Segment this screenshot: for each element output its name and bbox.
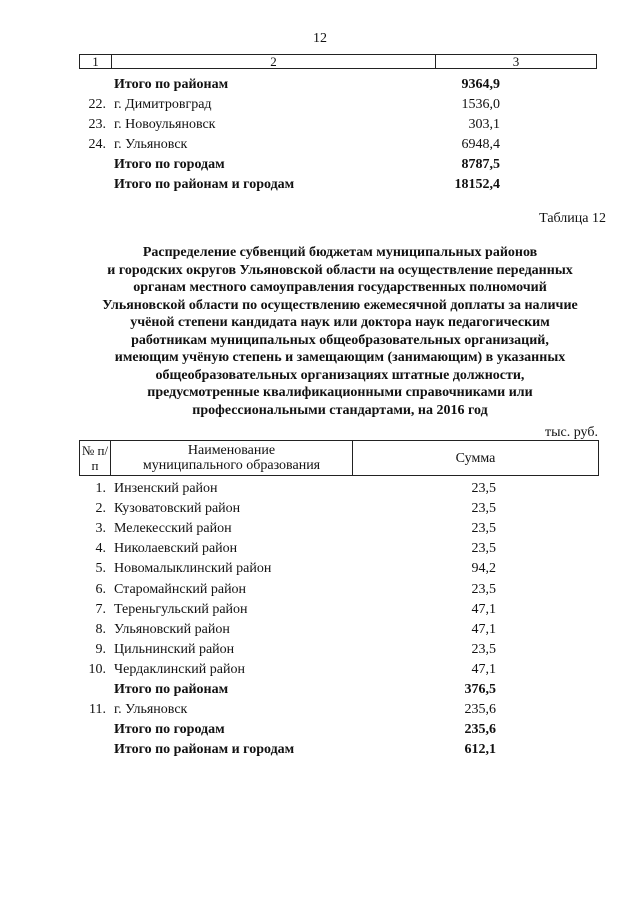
row-name: Итого по районам — [114, 682, 229, 697]
prev-table-header — [79, 54, 597, 69]
row-value: 235,6 — [464, 702, 496, 718]
row-number: 11. — [89, 702, 106, 718]
main-table-header — [79, 440, 599, 476]
row-value: 6948,4 — [461, 137, 500, 152]
row-name: Николаевский район — [114, 541, 238, 557]
row-name: Итого по районам и городам — [114, 742, 295, 758]
row-value: 612,1 — [464, 742, 496, 758]
row-name: г. Новоульяновск — [114, 117, 216, 132]
title-line: общеобразовательных организациях штатные должности, — [155, 367, 525, 383]
row-number: 1. — [95, 481, 106, 496]
row-value: 1536,0 — [461, 97, 500, 112]
row-name: г. Ульяновск — [114, 702, 188, 718]
table-row — [0, 702, 640, 722]
row-value: 23,5 — [471, 501, 496, 517]
header-num: № п/п — [81, 443, 109, 473]
row-value: 47,1 — [471, 601, 496, 617]
table-row — [0, 561, 640, 581]
row-number: 10. — [88, 661, 106, 677]
row-value: 303,1 — [468, 117, 500, 132]
row-name: Итого по районам — [114, 77, 229, 92]
row-name: Старомайнский район — [114, 581, 247, 597]
table-row — [0, 137, 640, 157]
title-line: работникам муниципальных общеобразовательных организаций, — [131, 332, 549, 348]
row-name: Итого по районам и городам — [114, 177, 295, 192]
row-value: 9364,9 — [461, 77, 500, 92]
table-row — [0, 521, 640, 541]
row-number: 22. — [88, 97, 106, 112]
row-number: 9. — [95, 641, 106, 657]
row-number: 7. — [95, 601, 106, 617]
table-row — [0, 501, 640, 521]
table-row — [0, 602, 640, 622]
table-row — [0, 742, 640, 762]
row-value: 18152,4 — [454, 177, 500, 192]
row-value: 23,5 — [471, 581, 496, 597]
title-line: учёной степени кандидата наук или доктора наук педагогическим — [130, 315, 550, 330]
row-value: 376,5 — [464, 682, 496, 697]
row-number: 4. — [95, 541, 106, 557]
row-name: г. Димитровград — [114, 97, 212, 112]
table-label: Таблица 12 — [539, 211, 606, 226]
row-name: г. Ульяновск — [114, 137, 188, 152]
table-row — [0, 642, 640, 662]
row-number: 8. — [95, 621, 106, 637]
header-sum: Сумма — [455, 451, 496, 466]
row-number: 3. — [95, 521, 106, 537]
row-name: Тереньгульский район — [114, 601, 248, 617]
title-line: и городских округов Ульяновской области на осуществление переданных — [107, 262, 573, 278]
table-title — [80, 244, 600, 419]
table-row — [0, 541, 640, 561]
title-line: профессиональными стандартами, на 2016 год — [192, 402, 488, 418]
table-row — [0, 117, 640, 137]
row-number: 5. — [95, 561, 106, 577]
row-value: 23,5 — [471, 541, 496, 557]
row-name: Цильнинский район — [114, 641, 235, 657]
table-row — [0, 157, 640, 177]
table-row — [0, 622, 640, 642]
row-value: 23,5 — [471, 481, 496, 496]
table-row — [0, 77, 640, 97]
row-number: 6. — [95, 581, 106, 597]
row-number: 24. — [88, 137, 106, 152]
row-name: Мелекесский район — [114, 521, 232, 537]
table-row — [0, 582, 640, 602]
row-value: 23,5 — [471, 641, 496, 657]
header-name-line-2: муниципального образования — [142, 458, 321, 473]
row-name: Итого по городам — [114, 157, 225, 172]
title-line: предусмотренные квалификационными справочниками или — [147, 385, 533, 400]
row-name: Инзенский район — [114, 481, 218, 496]
row-value: 47,1 — [471, 661, 496, 677]
header-name — [111, 443, 352, 473]
table-row — [0, 722, 640, 742]
page-number: 12 — [313, 31, 327, 46]
header-name-line-1: Наименование — [187, 443, 276, 458]
row-value: 235,6 — [464, 722, 496, 738]
row-value: 47,1 — [471, 621, 496, 637]
table-row — [0, 177, 640, 197]
row-number: 2. — [95, 501, 106, 517]
prev-header-col-1: 1 — [92, 54, 99, 69]
row-value: 23,5 — [471, 521, 496, 537]
table-row — [0, 682, 640, 702]
row-value: 94,2 — [471, 561, 496, 577]
row-number: 23. — [88, 117, 106, 132]
row-name: Новомалыклинский район — [114, 561, 272, 577]
row-name: Итого по городам — [114, 722, 225, 738]
prev-header-col-3: 3 — [512, 54, 520, 69]
table-row — [0, 662, 640, 682]
row-name: Кузоватовский район — [114, 501, 241, 517]
row-name: Ульяновский район — [114, 621, 230, 637]
title-line: Ульяновской области по осуществлению ежемесячной доплаты за наличие — [102, 297, 578, 313]
table-row — [0, 481, 640, 501]
row-value: 8787,5 — [461, 157, 500, 172]
row-name: Чердаклинский район — [114, 661, 245, 677]
title-line: Распределение субвенций бюджетам муниципальных районов — [142, 245, 538, 260]
title-line: имеющим учёную степень и замещающим (занимающим) в указанных — [114, 350, 566, 365]
table-row — [0, 97, 640, 117]
title-line: органам местного самоуправления государственных полномочий — [133, 280, 547, 295]
units-label: тыс. руб. — [545, 425, 598, 440]
prev-header-col-2: 2 — [270, 54, 277, 69]
